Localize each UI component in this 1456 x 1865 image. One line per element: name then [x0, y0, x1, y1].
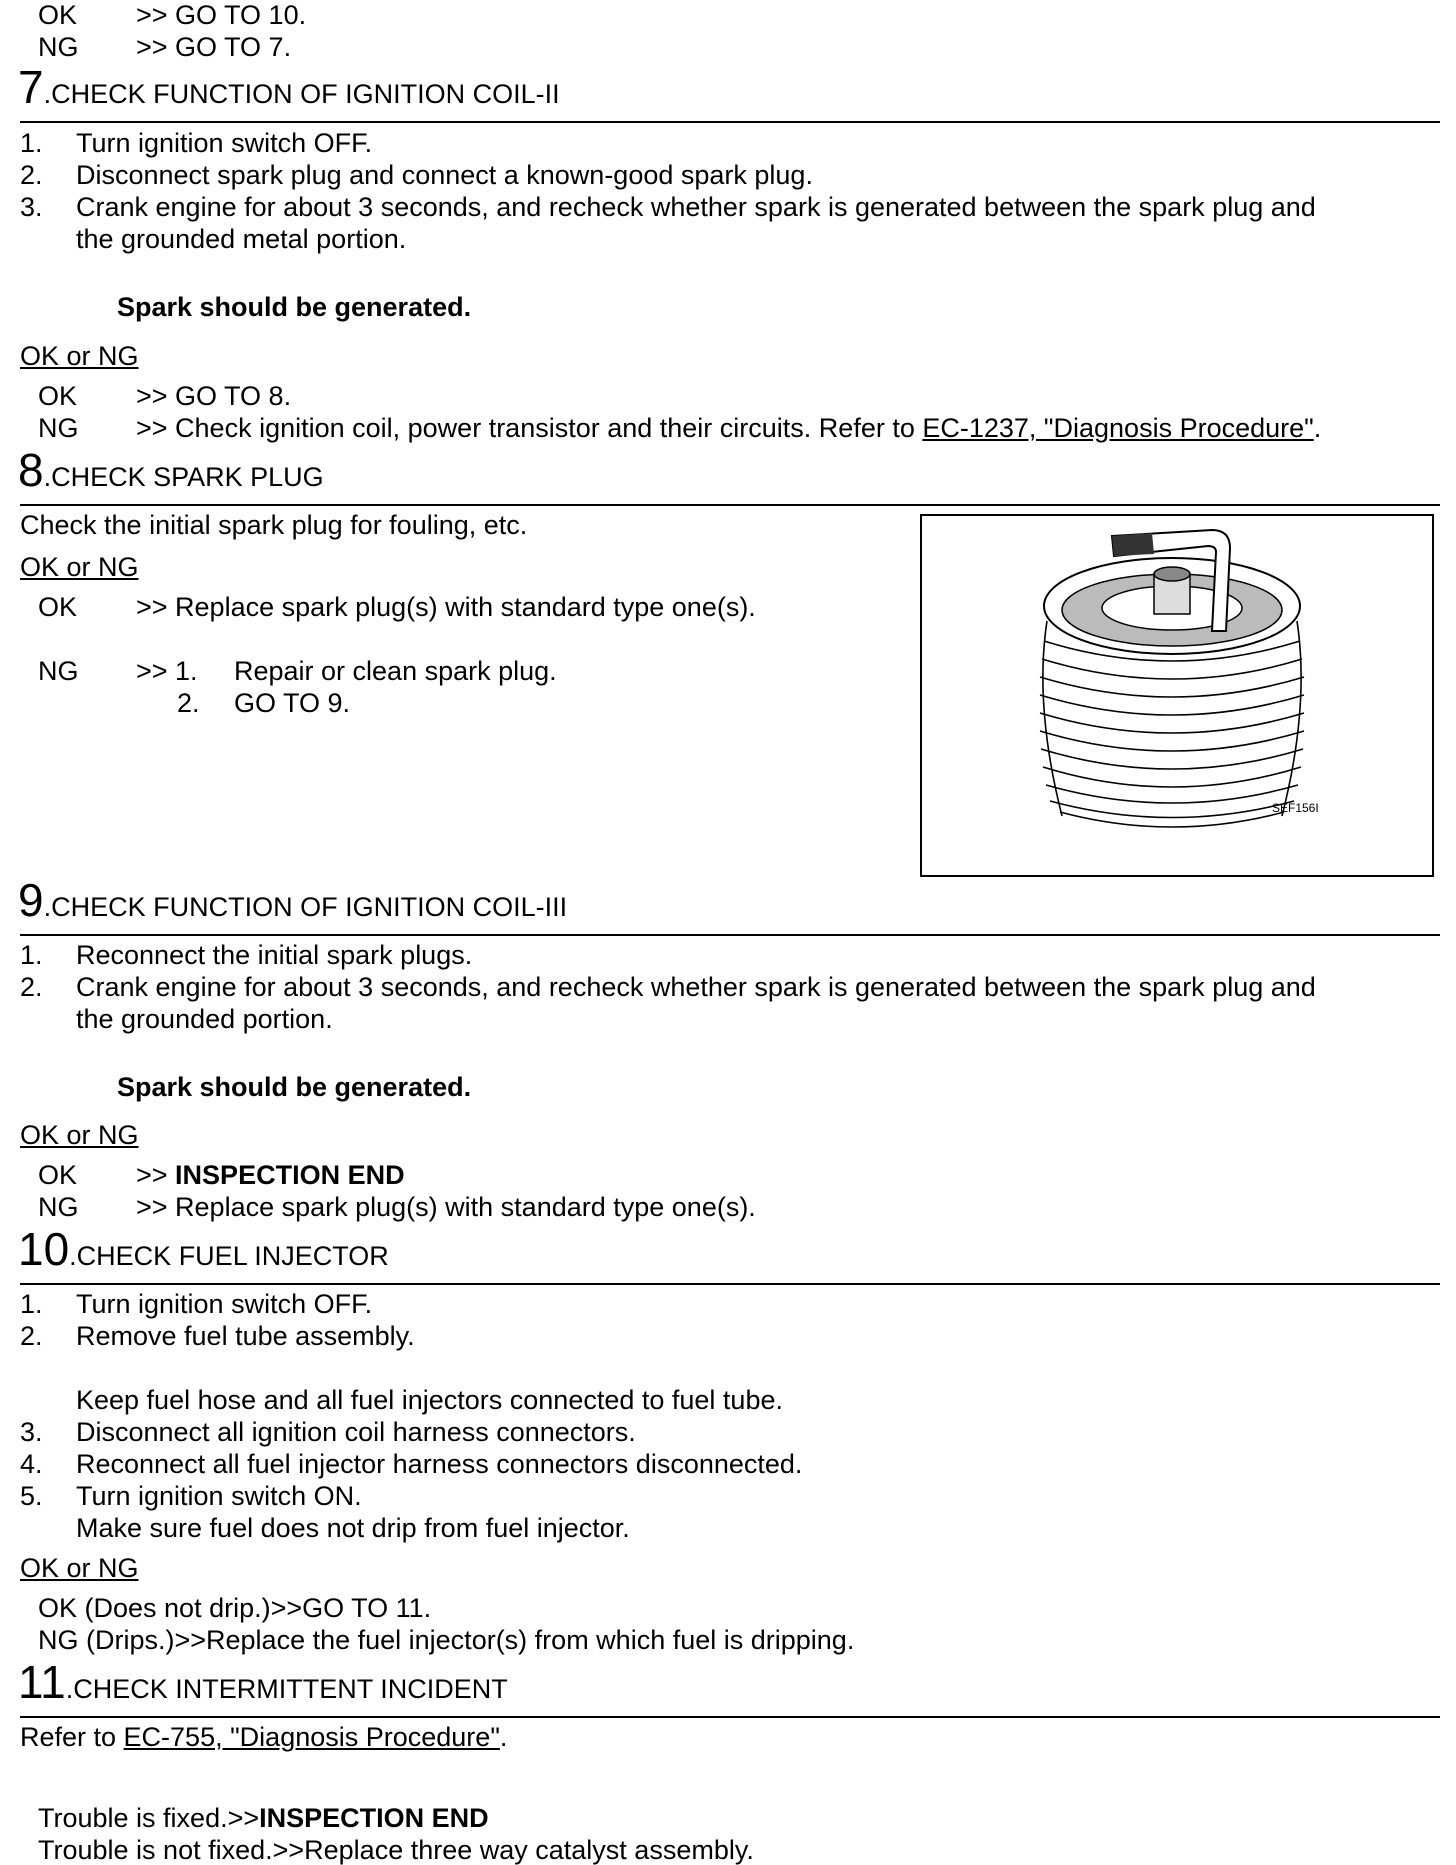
step-title: .CHECK FUEL INJECTOR: [69, 1241, 389, 1271]
ok-or-ng-label: OK or NG: [20, 341, 139, 371]
refer-line: [20, 1724, 507, 1751]
spec-note: Spark should be generated.: [117, 292, 472, 322]
ng-key: NG: [38, 413, 79, 443]
ng-list-number: 2.: [177, 688, 200, 718]
step-title: .CHECK INTERMITTENT INCIDENT: [65, 1674, 508, 1704]
step-title: .CHECK FUNCTION OF IGNITION COIL-II: [43, 79, 560, 109]
ng-action-period: .: [1313, 413, 1322, 443]
section-divider: [20, 121, 1440, 123]
list-item: Crank engine for about 3 seconds, and recheck whether spark is generated between the spark plug and: [76, 192, 1316, 222]
section-divider: [20, 934, 1440, 936]
ng-action-text: >> Check ignition coil, power transistor and their circuits. Refer to: [136, 413, 923, 443]
diagnosis-procedure-link[interactable]: EC-1237, "Diagnosis Procedure": [922, 413, 1314, 443]
list-item-continuation: the grounded metal portion.: [76, 224, 407, 254]
list-item: Disconnect spark plug and connect a known-good spark plug.: [76, 160, 813, 190]
refer-period: .: [499, 1722, 508, 1752]
figure-caption: SEF156I: [1272, 801, 1319, 815]
ng-list-item: Repair or clean spark plug.: [234, 656, 557, 686]
top-ng-key: NG: [38, 32, 79, 62]
list-item-continuation: Make sure fuel does not drip from fuel injector.: [76, 1513, 630, 1543]
list-item: Disconnect all ignition coil harness connectors.: [76, 1417, 636, 1447]
ng-list-item: GO TO 9.: [234, 688, 351, 718]
list-number: 4.: [20, 1449, 43, 1479]
ng-prefix: >> 1.: [136, 656, 198, 686]
fixed-text: Trouble is fixed.>>: [38, 1803, 260, 1833]
diagnosis-procedure-link[interactable]: EC-755, "Diagnosis Procedure": [123, 1722, 500, 1752]
ng-key: NG: [38, 656, 79, 686]
list-item-continuation: the grounded portion.: [76, 1004, 333, 1034]
list-item: Remove fuel tube assembly.: [76, 1321, 415, 1351]
list-number: 5.: [20, 1481, 43, 1511]
top-ng-action: >> GO TO 7.: [136, 32, 292, 62]
list-number: 1.: [20, 128, 43, 158]
ok-action: >> Replace spark plug(s) with standard type one(s).: [136, 592, 756, 622]
refer-text: Refer to: [20, 1722, 124, 1752]
section-divider: [20, 1716, 1440, 1718]
list-number: 1.: [20, 940, 43, 970]
list-number: 2.: [20, 972, 43, 1002]
instruction-text: Check the initial spark plug for fouling, etc.: [20, 510, 528, 540]
spark-plug-figure: [920, 514, 1434, 877]
section-divider: [20, 1283, 1440, 1285]
inspection-end-label: INSPECTION END: [259, 1803, 489, 1833]
step-title: .CHECK SPARK PLUG: [43, 462, 324, 492]
ok-line: OK (Does not drip.)>>GO TO 11.: [38, 1593, 432, 1623]
ok-prefix: >>: [136, 1160, 176, 1190]
list-item: Reconnect all fuel injector harness connectors disconnected.: [76, 1449, 803, 1479]
list-number: 3.: [20, 192, 43, 222]
ok-key: OK: [38, 381, 78, 411]
top-ok-action: >> GO TO 10.: [136, 0, 307, 30]
step-number: 7: [18, 61, 44, 113]
ng-line: NG (Drips.)>>Replace the fuel injector(s) from which fuel is dripping.: [38, 1625, 855, 1655]
step11-heading: [18, 1656, 508, 1708]
ok-action: [136, 1162, 405, 1189]
ok-or-ng-label: OK or NG: [20, 552, 139, 582]
list-number: 2.: [20, 1321, 43, 1351]
spec-note: Spark should be generated.: [117, 1072, 472, 1102]
step10-heading: [18, 1223, 389, 1275]
list-item: Turn ignition switch OFF.: [76, 128, 373, 158]
ok-key: OK: [38, 592, 78, 622]
ng-key: NG: [38, 1192, 79, 1222]
ok-action: >> GO TO 8.: [136, 381, 292, 411]
list-item: Reconnect the initial spark plugs.: [76, 940, 473, 970]
ng-action: >> Replace spark plug(s) with standard type one(s).: [136, 1192, 756, 1222]
step7-heading: [18, 61, 560, 113]
step-title: .CHECK FUNCTION OF IGNITION COIL-III: [43, 892, 568, 922]
list-item: Turn ignition switch OFF.: [76, 1289, 373, 1319]
ok-key: OK: [38, 1160, 78, 1190]
keep-note: Keep fuel hose and all fuel injectors connected to fuel tube.: [76, 1385, 783, 1415]
step-number: 10: [18, 1223, 70, 1275]
step-number: 11: [18, 1656, 66, 1708]
spark-plug-illustration: [922, 516, 1432, 875]
ok-or-ng-label: OK or NG: [20, 1553, 139, 1583]
inspection-end-label: INSPECTION END: [175, 1160, 405, 1190]
not-fixed-line: Trouble is not fixed.>>Replace three way catalyst assembly.: [38, 1835, 754, 1865]
ng-action: [136, 415, 1321, 442]
list-number: 3.: [20, 1417, 43, 1447]
fixed-line: [38, 1805, 489, 1832]
section-divider: [20, 504, 1440, 506]
list-item: Turn ignition switch ON.: [76, 1481, 362, 1511]
step-number: 9: [18, 874, 44, 926]
step-number: 8: [18, 444, 44, 496]
ok-or-ng-label: OK or NG: [20, 1120, 139, 1150]
list-number: 2.: [20, 160, 43, 190]
step8-heading: [18, 444, 324, 496]
list-item: Crank engine for about 3 seconds, and recheck whether spark is generated between the spark plug and: [76, 972, 1316, 1002]
top-ok-key: OK: [38, 0, 78, 30]
step9-heading: [18, 874, 568, 926]
list-number: 1.: [20, 1289, 43, 1319]
